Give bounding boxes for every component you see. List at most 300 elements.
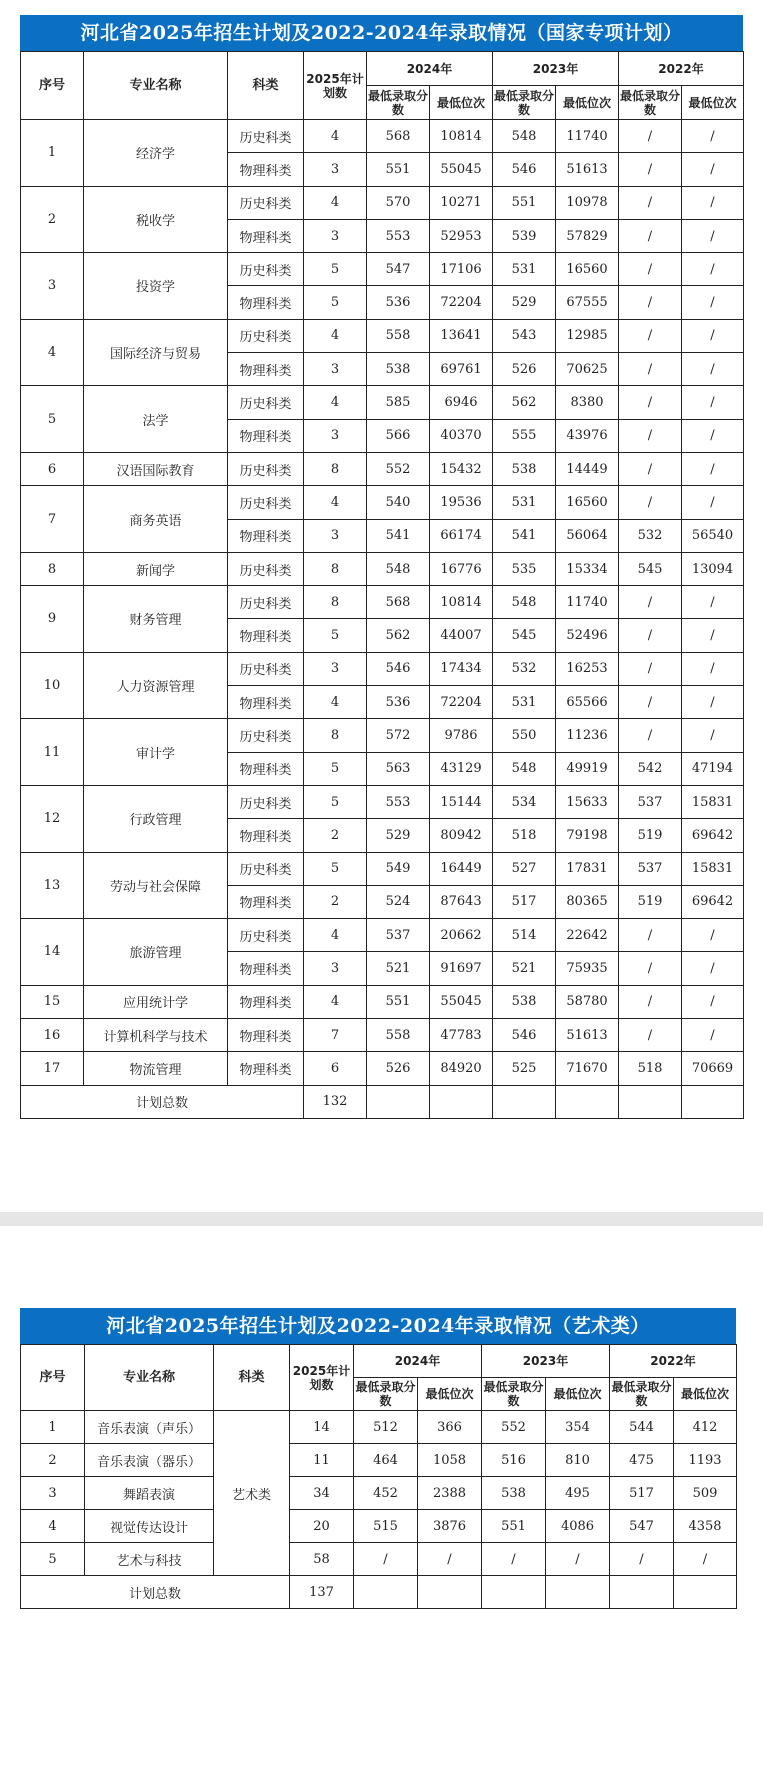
empty-cell xyxy=(619,1085,682,1118)
major-name: 音乐表演（器乐） xyxy=(85,1444,214,1477)
rank-2022: 4358 xyxy=(674,1510,737,1543)
score-2024: 570 xyxy=(367,186,430,219)
plan-cell: 3 xyxy=(304,652,367,685)
score-2024: 562 xyxy=(367,619,430,652)
score-2024: 563 xyxy=(367,752,430,785)
rank-2022: 70669 xyxy=(682,1052,744,1085)
rank-2022: 15831 xyxy=(682,852,744,885)
plan-cell: 4 xyxy=(304,186,367,219)
rank-2023: 75935 xyxy=(556,952,619,985)
total-row xyxy=(21,1576,737,1609)
rank-2022: / xyxy=(682,120,744,153)
score-2024: 529 xyxy=(367,819,430,852)
score-2022: 518 xyxy=(619,1052,682,1085)
score-2022: 537 xyxy=(619,785,682,818)
subject-cell: 历史科类 xyxy=(228,785,304,818)
header-plan: 2025年计划数 xyxy=(304,52,367,120)
table-row xyxy=(21,186,744,219)
plan-cell: 4 xyxy=(304,686,367,719)
rank-2023: 70625 xyxy=(556,353,619,386)
rank-2023: 4086 xyxy=(546,1510,610,1543)
empty-cell xyxy=(430,1085,493,1118)
rank-2023: 495 xyxy=(546,1477,610,1510)
rank-2023: 22642 xyxy=(556,919,619,952)
plan-cell: 5 xyxy=(304,619,367,652)
major-name: 汉语国际教育 xyxy=(84,452,228,485)
header-rank-2022: 最低位次 xyxy=(674,1378,737,1411)
header-2023: 2023年 xyxy=(493,52,619,86)
score-2023: 538 xyxy=(493,452,556,485)
table-row xyxy=(21,1510,737,1543)
rank-2022: / xyxy=(682,386,744,419)
score-2023: 529 xyxy=(493,286,556,319)
score-2023: 521 xyxy=(493,952,556,985)
row-number: 3 xyxy=(21,253,84,320)
rank-2022: / xyxy=(682,619,744,652)
score-2024: 551 xyxy=(367,985,430,1018)
row-number: 4 xyxy=(21,319,84,386)
subject-cell: 历史科类 xyxy=(228,552,304,585)
header-subject: 科类 xyxy=(228,52,304,120)
empty-cell xyxy=(367,1085,430,1118)
plan-cell: 5 xyxy=(304,852,367,885)
rank-2022: / xyxy=(682,253,744,286)
major-name: 计算机科学与技术 xyxy=(84,1019,228,1052)
table-row xyxy=(21,852,744,885)
score-2022: / xyxy=(619,619,682,652)
empty-cell xyxy=(674,1576,737,1609)
score-2024: 553 xyxy=(367,785,430,818)
subject-cell: 历史科类 xyxy=(228,652,304,685)
rank-2024: 20662 xyxy=(430,919,493,952)
score-2023: 562 xyxy=(493,386,556,419)
score-2023: 532 xyxy=(493,652,556,685)
rank-2023: 80365 xyxy=(556,885,619,918)
plan-cell: 8 xyxy=(304,552,367,585)
score-2023: 555 xyxy=(493,419,556,452)
rank-2023: 15633 xyxy=(556,785,619,818)
table-row xyxy=(21,1019,744,1052)
rank-2024: 44007 xyxy=(430,619,493,652)
plan-cell: 3 xyxy=(304,952,367,985)
subject-cell: 物理科类 xyxy=(228,353,304,386)
score-2024: 540 xyxy=(367,486,430,519)
score-2024: 452 xyxy=(354,1477,418,1510)
row-number: 7 xyxy=(21,486,84,553)
table-row xyxy=(21,1411,737,1444)
score-2022: / xyxy=(619,486,682,519)
major-name: 税收学 xyxy=(84,186,228,253)
score-2023: 548 xyxy=(493,586,556,619)
score-2024: 549 xyxy=(367,852,430,885)
rank-2023: 12985 xyxy=(556,319,619,352)
score-2022: / xyxy=(619,419,682,452)
score-2022: 519 xyxy=(619,819,682,852)
rank-2022: 69642 xyxy=(682,885,744,918)
table-1-title: 河北省2025年招生计划及2022-2024年录取情况（国家专项计划） xyxy=(20,15,743,51)
subject-cell: 历史科类 xyxy=(228,452,304,485)
header-score-2022: 最低录取分数 xyxy=(619,86,682,120)
score-2023: 548 xyxy=(493,120,556,153)
score-2024: 566 xyxy=(367,419,430,452)
empty-cell xyxy=(482,1576,546,1609)
score-2022: / xyxy=(619,186,682,219)
rank-2024: 10814 xyxy=(430,120,493,153)
score-2024: 464 xyxy=(354,1444,418,1477)
table-row xyxy=(21,552,744,585)
subject-cell: 物理科类 xyxy=(228,952,304,985)
table-row xyxy=(21,386,744,419)
rank-2022: / xyxy=(682,586,744,619)
subject-cell: 物理科类 xyxy=(228,686,304,719)
major-name: 经济学 xyxy=(84,120,228,187)
rank-2024: 87643 xyxy=(430,885,493,918)
row-number: 5 xyxy=(21,386,84,453)
score-2022: / xyxy=(619,219,682,252)
rank-2024: 13641 xyxy=(430,319,493,352)
score-2022: / xyxy=(619,686,682,719)
score-2022: / xyxy=(619,985,682,1018)
table-row xyxy=(21,1444,737,1477)
header-subject: 科类 xyxy=(214,1345,290,1411)
empty-cell xyxy=(610,1576,674,1609)
row-number: 15 xyxy=(21,985,84,1018)
header-major: 专业名称 xyxy=(85,1345,214,1411)
score-2024: 546 xyxy=(367,652,430,685)
row-number: 14 xyxy=(21,919,84,986)
subject-cell: 物理科类 xyxy=(228,153,304,186)
major-name: 投资学 xyxy=(84,253,228,320)
score-2022: / xyxy=(619,386,682,419)
row-number: 12 xyxy=(21,785,84,852)
plan-cell: 3 xyxy=(304,153,367,186)
subject-cell: 物理科类 xyxy=(228,619,304,652)
score-2022: / xyxy=(610,1543,674,1576)
major-name: 劳动与社会保障 xyxy=(84,852,228,919)
rank-2023: 810 xyxy=(546,1444,610,1477)
subject-cell: 历史科类 xyxy=(228,386,304,419)
score-2022: 537 xyxy=(619,852,682,885)
header-2024: 2024年 xyxy=(354,1345,482,1378)
rank-2022: 1193 xyxy=(674,1444,737,1477)
plan-cell: 11 xyxy=(290,1444,354,1477)
score-2023: 527 xyxy=(493,852,556,885)
rank-2023: 52496 xyxy=(556,619,619,652)
score-2023: 516 xyxy=(482,1444,546,1477)
score-2024: 572 xyxy=(367,719,430,752)
rank-2024: / xyxy=(418,1543,482,1576)
rank-2024: 66174 xyxy=(430,519,493,552)
total-label: 计划总数 xyxy=(21,1576,290,1609)
subject-cell: 物理科类 xyxy=(228,752,304,785)
score-2024: 568 xyxy=(367,120,430,153)
admission-table-special xyxy=(20,51,744,1119)
total-label: 计划总数 xyxy=(21,1085,304,1118)
rank-2022: / xyxy=(682,186,744,219)
rank-2023: 51613 xyxy=(556,153,619,186)
score-2023: 531 xyxy=(493,686,556,719)
subject-cell: 历史科类 xyxy=(228,586,304,619)
score-2022: / xyxy=(619,253,682,286)
score-2024: 526 xyxy=(367,1052,430,1085)
score-2022: 519 xyxy=(619,885,682,918)
score-2023: 543 xyxy=(493,319,556,352)
empty-cell xyxy=(493,1085,556,1118)
plan-cell: 2 xyxy=(304,885,367,918)
rank-2022: / xyxy=(682,286,744,319)
plan-cell: 8 xyxy=(304,719,367,752)
table-row xyxy=(21,1477,737,1510)
plan-cell: 8 xyxy=(304,586,367,619)
plan-cell: 3 xyxy=(304,353,367,386)
score-2024: 538 xyxy=(367,353,430,386)
score-2022: / xyxy=(619,286,682,319)
subject-cell: 物理科类 xyxy=(228,985,304,1018)
plan-cell: 3 xyxy=(304,219,367,252)
rank-2024: 3876 xyxy=(418,1510,482,1543)
empty-cell xyxy=(546,1576,610,1609)
section-divider xyxy=(0,1212,763,1226)
header-2022: 2022年 xyxy=(610,1345,737,1378)
score-2024: 512 xyxy=(354,1411,418,1444)
score-2024: 568 xyxy=(367,586,430,619)
header-score-2024: 最低录取分数 xyxy=(354,1378,418,1411)
rank-2024: 15432 xyxy=(430,452,493,485)
header-no: 序号 xyxy=(21,1345,85,1411)
score-2022: / xyxy=(619,319,682,352)
rank-2023: 79198 xyxy=(556,819,619,852)
row-number: 1 xyxy=(21,1411,85,1444)
subject-cell: 物理科类 xyxy=(228,885,304,918)
rank-2023: / xyxy=(546,1543,610,1576)
rank-2024: 16449 xyxy=(430,852,493,885)
rank-2022: 13094 xyxy=(682,552,744,585)
score-2023: 531 xyxy=(493,486,556,519)
subject-cell: 物理科类 xyxy=(228,819,304,852)
score-2022: / xyxy=(619,452,682,485)
score-2024: 551 xyxy=(367,153,430,186)
rank-2024: 55045 xyxy=(430,153,493,186)
major-name: 舞蹈表演 xyxy=(85,1477,214,1510)
row-number: 11 xyxy=(21,719,84,786)
plan-cell: 5 xyxy=(304,286,367,319)
rank-2024: 43129 xyxy=(430,752,493,785)
score-2022: / xyxy=(619,153,682,186)
score-2023: 526 xyxy=(493,353,556,386)
plan-cell: 3 xyxy=(304,519,367,552)
plan-cell: 4 xyxy=(304,319,367,352)
rank-2023: 8380 xyxy=(556,386,619,419)
rank-2022: / xyxy=(682,452,744,485)
plan-cell: 14 xyxy=(290,1411,354,1444)
score-2024: / xyxy=(354,1543,418,1576)
score-2022: / xyxy=(619,719,682,752)
rank-2024: 366 xyxy=(418,1411,482,1444)
rank-2022: / xyxy=(682,353,744,386)
subject-cell: 历史科类 xyxy=(228,719,304,752)
total-value: 132 xyxy=(304,1085,367,1118)
score-2023: 541 xyxy=(493,519,556,552)
score-2023: 550 xyxy=(493,719,556,752)
score-2022: / xyxy=(619,1019,682,1052)
rank-2024: 47783 xyxy=(430,1019,493,1052)
score-2023: 538 xyxy=(493,985,556,1018)
subject-cell: 历史科类 xyxy=(228,186,304,219)
rank-2022: / xyxy=(682,686,744,719)
table-row xyxy=(21,985,744,1018)
score-2024: 515 xyxy=(354,1510,418,1543)
subject-cell: 历史科类 xyxy=(228,319,304,352)
table-row xyxy=(21,1052,744,1085)
row-number: 4 xyxy=(21,1510,85,1543)
subject-cell: 历史科类 xyxy=(228,852,304,885)
score-2023: 546 xyxy=(493,1019,556,1052)
rank-2023: 10978 xyxy=(556,186,619,219)
plan-cell: 8 xyxy=(304,452,367,485)
major-name: 人力资源管理 xyxy=(84,652,228,719)
table-row xyxy=(21,452,744,485)
score-2023: 546 xyxy=(493,153,556,186)
rank-2023: 56064 xyxy=(556,519,619,552)
score-2023: 525 xyxy=(493,1052,556,1085)
header-rank-2024: 最低位次 xyxy=(418,1378,482,1411)
header-rank-2023: 最低位次 xyxy=(556,86,619,120)
rank-2022: / xyxy=(682,219,744,252)
total-value: 137 xyxy=(290,1576,354,1609)
rank-2024: 40370 xyxy=(430,419,493,452)
row-number: 3 xyxy=(21,1477,85,1510)
table-row xyxy=(21,785,744,818)
table-row xyxy=(21,120,744,153)
rank-2024: 72204 xyxy=(430,286,493,319)
rank-2024: 69761 xyxy=(430,353,493,386)
score-2022: / xyxy=(619,919,682,952)
plan-cell: 4 xyxy=(304,386,367,419)
score-2024: 537 xyxy=(367,919,430,952)
row-number: 10 xyxy=(21,652,84,719)
rank-2023: 65566 xyxy=(556,686,619,719)
rank-2022: 412 xyxy=(674,1411,737,1444)
major-name: 国际经济与贸易 xyxy=(84,319,228,386)
row-number: 13 xyxy=(21,852,84,919)
score-2024: 541 xyxy=(367,519,430,552)
rank-2024: 17434 xyxy=(430,652,493,685)
score-2022: 544 xyxy=(610,1411,674,1444)
rank-2024: 17106 xyxy=(430,253,493,286)
row-number: 1 xyxy=(21,120,84,187)
rank-2023: 14449 xyxy=(556,452,619,485)
plan-cell: 34 xyxy=(290,1477,354,1510)
rank-2024: 84920 xyxy=(430,1052,493,1085)
rank-2024: 19536 xyxy=(430,486,493,519)
rank-2023: 58780 xyxy=(556,985,619,1018)
header-no: 序号 xyxy=(21,52,84,120)
rank-2023: 16560 xyxy=(556,486,619,519)
score-2022: 542 xyxy=(619,752,682,785)
table-2-title: 河北省2025年招生计划及2022-2024年录取情况（艺术类） xyxy=(20,1308,736,1344)
rank-2022: / xyxy=(682,153,744,186)
rank-2022: / xyxy=(682,486,744,519)
subject-cell: 物理科类 xyxy=(228,219,304,252)
rank-2024: 10814 xyxy=(430,586,493,619)
subject-cell: 物理科类 xyxy=(228,1052,304,1085)
header-score-2023: 最低录取分数 xyxy=(482,1378,546,1411)
score-2023: 551 xyxy=(493,186,556,219)
header-2023: 2023年 xyxy=(482,1345,610,1378)
plan-cell: 4 xyxy=(304,486,367,519)
score-2023: 518 xyxy=(493,819,556,852)
table-2-body xyxy=(21,1411,737,1609)
rank-2022: 69642 xyxy=(682,819,744,852)
header-rank-2023: 最低位次 xyxy=(546,1378,610,1411)
rank-2023: 71670 xyxy=(556,1052,619,1085)
rank-2024: 15144 xyxy=(430,785,493,818)
admission-table-art xyxy=(20,1344,737,1609)
plan-cell: 5 xyxy=(304,785,367,818)
rank-2022: / xyxy=(682,919,744,952)
total-row xyxy=(21,1085,744,1118)
subject-cell: 历史科类 xyxy=(228,486,304,519)
major-name: 艺术与科技 xyxy=(85,1543,214,1576)
score-2024: 548 xyxy=(367,552,430,585)
rank-2022: / xyxy=(674,1543,737,1576)
rank-2022: 15831 xyxy=(682,785,744,818)
subject-cell: 历史科类 xyxy=(228,919,304,952)
rank-2024: 91697 xyxy=(430,952,493,985)
table-1-section xyxy=(20,15,743,1119)
score-2023: 534 xyxy=(493,785,556,818)
major-name: 视觉传达设计 xyxy=(85,1510,214,1543)
rank-2023: 57829 xyxy=(556,219,619,252)
rank-2023: 16560 xyxy=(556,253,619,286)
empty-cell xyxy=(418,1576,482,1609)
row-number: 17 xyxy=(21,1052,84,1085)
rank-2024: 9786 xyxy=(430,719,493,752)
rank-2022: 56540 xyxy=(682,519,744,552)
table-2-section xyxy=(20,1308,736,1609)
score-2024: 552 xyxy=(367,452,430,485)
table-row xyxy=(21,486,744,519)
major-name: 旅游管理 xyxy=(84,919,228,986)
score-2023: 531 xyxy=(493,253,556,286)
score-2022: 517 xyxy=(610,1477,674,1510)
rank-2024: 10271 xyxy=(430,186,493,219)
plan-cell: 3 xyxy=(304,419,367,452)
rank-2023: 17831 xyxy=(556,852,619,885)
header-score-2022: 最低录取分数 xyxy=(610,1378,674,1411)
rank-2023: 11236 xyxy=(556,719,619,752)
score-2024: 521 xyxy=(367,952,430,985)
subject-cell: 艺术类 xyxy=(214,1411,290,1576)
table-row xyxy=(21,586,744,619)
rank-2024: 1058 xyxy=(418,1444,482,1477)
rank-2022: / xyxy=(682,419,744,452)
empty-cell xyxy=(682,1085,744,1118)
rank-2023: 15334 xyxy=(556,552,619,585)
subject-cell: 历史科类 xyxy=(228,253,304,286)
table-row xyxy=(21,652,744,685)
table-row xyxy=(21,719,744,752)
score-2022: / xyxy=(619,120,682,153)
row-number: 16 xyxy=(21,1019,84,1052)
plan-cell: 5 xyxy=(304,752,367,785)
rank-2023: 11740 xyxy=(556,120,619,153)
header-score-2023: 最低录取分数 xyxy=(493,86,556,120)
score-2022: / xyxy=(619,353,682,386)
rank-2024: 16776 xyxy=(430,552,493,585)
score-2023: 539 xyxy=(493,219,556,252)
score-2024: 558 xyxy=(367,1019,430,1052)
